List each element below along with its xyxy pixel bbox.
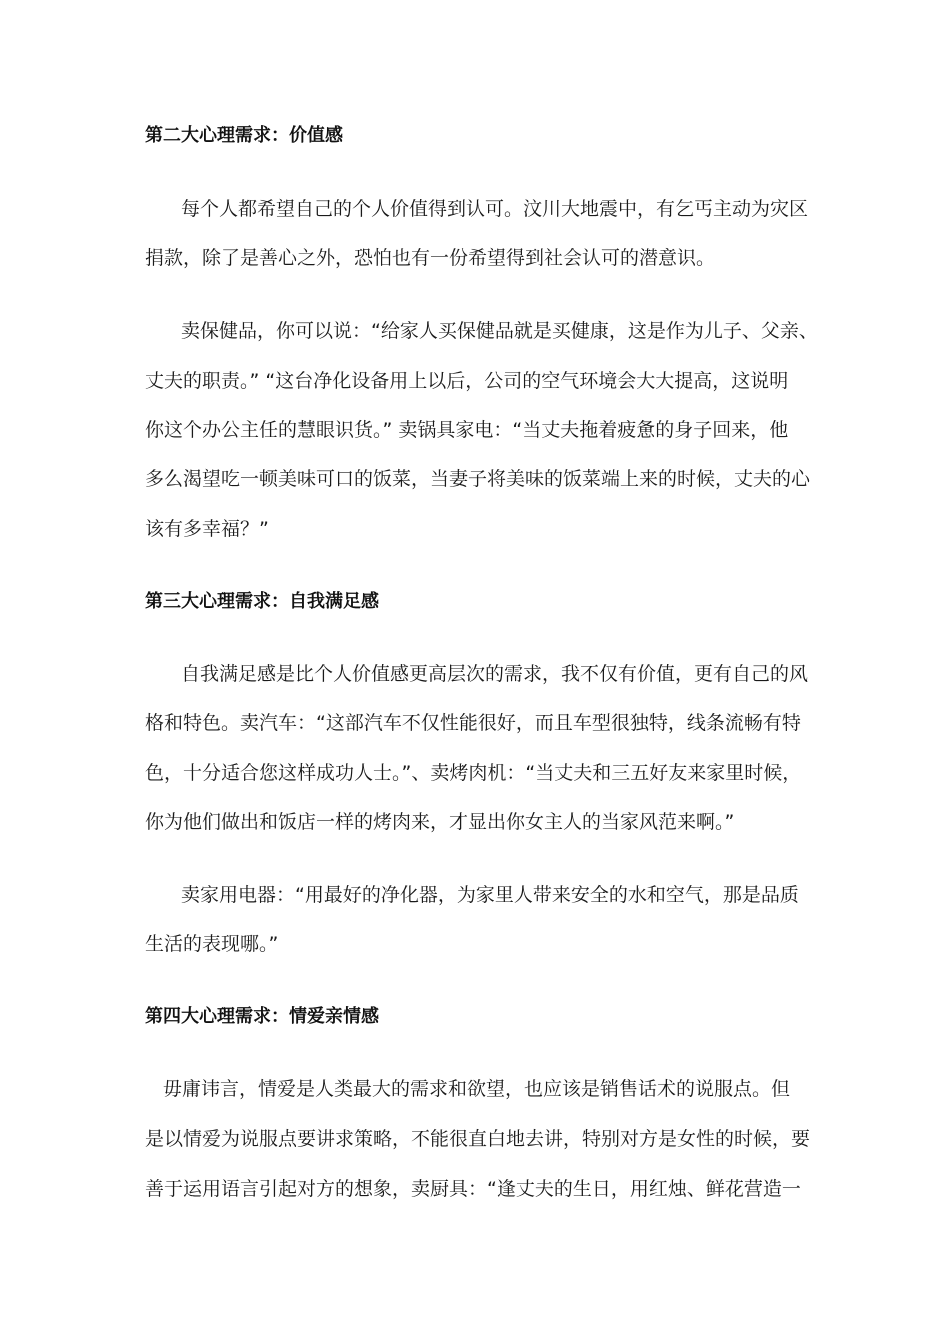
paragraph-line: 格和特色。卖汽车：“这部汽车不仅性能很好，而且车型很独特，线条流畅有特 <box>145 712 801 734</box>
paragraph-line: 卖保健品，你可以说：“给家人买保健品就是买健康，这是作为儿子、父亲、 <box>181 320 818 342</box>
paragraph-line: 自我满足感是比个人价值感更高层次的需求，我不仅有价值，更有自己的风 <box>181 663 809 685</box>
paragraph-line: 你这个办公主任的慧眼识货。” 卖锅具家电：“当丈夫拖着疲惫的身子回来，他 <box>145 419 789 441</box>
paragraph-line: 毋庸讳言，情爱是人类最大的需求和欲望，也应该是销售话术的说服点。但 <box>163 1078 791 1100</box>
section-heading-love-affection: 第四大心理需求：情爱亲情感 <box>145 1006 379 1027</box>
paragraph-line: 捐款，除了是善心之外，恐怕也有一份希望得到社会认可的潜意识。 <box>145 247 716 269</box>
paragraph-line: 卖家用电器：“用最好的净化器，为家里人带来安全的水和空气，那是品质 <box>181 884 799 906</box>
paragraph-line: 该有多幸福？” <box>145 518 269 540</box>
section-heading-self-satisfaction: 第三大心理需求：自我满足感 <box>145 591 379 612</box>
paragraph-line: 丈夫的职责。” “这台净化设备用上以后，公司的空气环境会大大提高，这说明 <box>145 370 789 392</box>
paragraph-line: 善于运用语言引起对方的想象，卖厨具：“逢丈夫的生日，用红烛、鲜花营造一 <box>145 1178 801 1200</box>
paragraph-line: 色，十分适合您这样成功人士。”、卖烤肉机：“当丈夫和三五好友来家里时候， <box>145 762 802 784</box>
paragraph-line: 每个人都希望自己的个人价值得到认可。汶川大地震中，有乞丐主动为灾区 <box>181 198 809 220</box>
paragraph-line: 生活的表现哪。” <box>145 933 279 955</box>
paragraph-line: 你为他们做出和饭店一样的烤肉来，才显出你女主人的当家风范来啊。” <box>145 811 735 833</box>
paragraph-line: 多么渴望吃一顿美味可口的饭菜，当妻子将美味的饭菜端上来的时候，丈夫的心 <box>145 468 811 490</box>
section-heading-value: 第二大心理需求：价值感 <box>145 125 343 146</box>
paragraph-line: 是以情爱为说服点要讲求策略，不能很直白地去讲，特别对方是女性的时候，要 <box>145 1128 811 1150</box>
